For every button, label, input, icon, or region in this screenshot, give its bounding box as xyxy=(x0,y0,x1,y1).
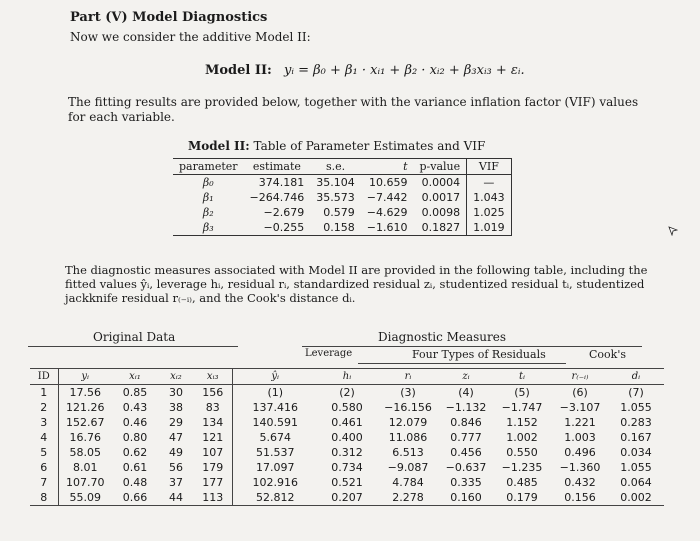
cell-rj: 0.496 xyxy=(564,446,596,459)
cell-d: 0.283 xyxy=(620,416,652,429)
cell-rj: −3.107 xyxy=(559,401,601,414)
fit-text: The fitting results are provided below, together with the variance inflation factor (VIF) values for each variable. xyxy=(68,95,639,124)
vif-t: −7.442 xyxy=(366,191,408,204)
vif-se: 35.104 xyxy=(316,176,355,189)
cell-d: 0.034 xyxy=(620,446,652,459)
cell-x3: 121 xyxy=(202,431,224,444)
cell-r: (3) xyxy=(400,386,416,399)
cell-t: 1.002 xyxy=(506,431,538,444)
table-row xyxy=(30,475,664,490)
vif-table-title xyxy=(188,139,485,153)
col-y: yᵢ xyxy=(81,371,90,382)
cell-h: 0.580 xyxy=(331,401,363,414)
vif-header-vif: VIF xyxy=(467,159,512,175)
cell-h: (2) xyxy=(339,386,355,399)
cell-z: 0.846 xyxy=(450,416,482,429)
cell-d: 1.055 xyxy=(620,401,652,414)
vif-param: β₂ xyxy=(202,206,214,219)
cell-d: 1.055 xyxy=(620,461,652,474)
cell-x1: 0.61 xyxy=(122,461,148,474)
cell-z: (4) xyxy=(458,386,474,399)
cell-x2: 44 xyxy=(169,491,183,504)
cell-id: 4 xyxy=(30,430,58,445)
leverage-heading: Leverage xyxy=(305,348,353,359)
vif-t: 10.659 xyxy=(368,176,408,189)
table-row xyxy=(30,445,664,460)
cell-x3: 83 xyxy=(205,401,220,414)
cell-yhat: 52.812 xyxy=(232,490,318,506)
col-d: dᵢ xyxy=(631,371,641,382)
section-title: Part (V) Model Diagnostics xyxy=(70,10,268,25)
cell-z: 0.335 xyxy=(450,476,482,489)
table-row xyxy=(30,430,664,445)
cell-x1: 0.62 xyxy=(122,446,148,459)
cell-x1: 0.66 xyxy=(122,491,148,504)
col-x2: xᵢ₂ xyxy=(170,371,182,382)
cell-r: 2.278 xyxy=(392,491,424,504)
cell-r: 6.513 xyxy=(392,446,424,459)
vif-p: 0.1827 xyxy=(413,220,466,236)
mouse-cursor-icon xyxy=(668,226,678,236)
cell-id: 5 xyxy=(30,445,58,460)
section-intro: Now we consider the additive Model II: xyxy=(70,30,311,44)
divider xyxy=(302,346,642,347)
cell-h: 0.312 xyxy=(331,446,363,459)
vif-t: −1.610 xyxy=(361,220,414,236)
diagnostic-measures-heading: Diagnostic Measures xyxy=(378,330,507,344)
vif-estimate: −2.679 xyxy=(263,206,305,219)
cell-z: 0.160 xyxy=(450,491,482,504)
cell-rj: 0.156 xyxy=(564,491,596,504)
cooks-heading: Cook's xyxy=(589,348,626,361)
cell-x3: 107 xyxy=(202,446,224,459)
cell-rj: 0.432 xyxy=(564,476,596,489)
model-equation xyxy=(205,63,525,78)
cell-y: 55.09 xyxy=(69,491,101,504)
table-row xyxy=(30,400,664,415)
table-row xyxy=(30,460,664,475)
cell-x3: 179 xyxy=(202,461,224,474)
cell-r: 11.086 xyxy=(388,431,428,444)
residual-types-heading: Four Types of Residuals xyxy=(412,348,546,361)
vif-row xyxy=(173,220,511,236)
cell-h: 0.461 xyxy=(331,416,363,429)
cell-y: 58.05 xyxy=(69,446,101,459)
cell-y: 107.70 xyxy=(66,476,105,489)
vif-title-bold: Model II: xyxy=(188,139,250,153)
vif-estimate: 374.181 xyxy=(258,176,305,189)
cell-r: 4.784 xyxy=(392,476,424,489)
cell-t: −1.235 xyxy=(501,461,543,474)
cell-z: −0.637 xyxy=(445,461,487,474)
diagnostic-text: The diagnostic measures associated with Model II are provided in the following table, including the fitted values ŷᵢ, leverage hᵢ, residual rᵢ, standardized residual zᵢ, studentized residual tᵢ, studentized jackknife residual r₍₋ᵢ₎, and the Cook's distance dᵢ. xyxy=(65,263,648,305)
cell-y: 152.67 xyxy=(66,416,105,429)
vif-value: 1.025 xyxy=(467,205,512,220)
vif-param: β₃ xyxy=(173,220,244,236)
cell-id: 3 xyxy=(30,415,58,430)
vif-header-se: s.e. xyxy=(310,159,361,175)
vif-header-pvalue: p-value xyxy=(413,159,466,175)
vif-title-rest: Table of Parameter Estimates and VIF xyxy=(253,139,486,153)
cell-x2: 38 xyxy=(169,401,183,414)
symbol-row xyxy=(30,369,664,385)
cell-x2: 29 xyxy=(169,416,183,429)
divider xyxy=(28,346,238,347)
cell-rj: −1.360 xyxy=(559,461,601,474)
vif-row xyxy=(173,190,511,205)
cell-y: 8.01 xyxy=(73,461,98,474)
cell-x2: 30 xyxy=(169,386,183,399)
cell-id: 2 xyxy=(30,400,58,415)
cell-x2: 56 xyxy=(169,461,183,474)
cell-rj: 1.003 xyxy=(564,431,596,444)
cell-t: (5) xyxy=(514,386,530,399)
cell-h: 0.734 xyxy=(331,461,363,474)
col-r: rᵢ xyxy=(404,371,412,382)
vif-header-t: t xyxy=(361,159,414,175)
cell-x3: 177 xyxy=(202,476,224,489)
vif-table xyxy=(173,158,512,236)
cell-yhat: 137.416 xyxy=(232,400,318,415)
cell-t: 0.550 xyxy=(506,446,538,459)
vif-p: 0.0017 xyxy=(421,191,461,204)
vif-t: −4.629 xyxy=(366,206,408,219)
cell-z: −1.132 xyxy=(445,401,487,414)
vif-row xyxy=(173,205,511,220)
cell-yhat: 5.674 xyxy=(232,430,318,445)
col-x3: xᵢ₃ xyxy=(206,371,219,382)
vif-estimate: −264.746 xyxy=(249,191,305,204)
cell-id: 1 xyxy=(30,385,58,401)
cell-x2: 37 xyxy=(169,476,183,489)
vif-se: 0.579 xyxy=(323,206,355,219)
cell-h: 0.521 xyxy=(331,476,363,489)
cell-t: 0.485 xyxy=(506,476,538,489)
cell-x2: 47 xyxy=(169,431,183,444)
cell-yhat: 102.916 xyxy=(232,475,318,490)
cell-x1: 0.43 xyxy=(122,401,148,414)
table-row xyxy=(30,385,664,401)
cell-d: 0.167 xyxy=(620,431,652,444)
cell-yhat: 140.591 xyxy=(232,415,318,430)
cell-x1: 0.85 xyxy=(122,386,148,399)
cell-r: 12.079 xyxy=(388,416,428,429)
vif-value: 1.043 xyxy=(467,190,512,205)
diagnostics-table xyxy=(30,368,664,506)
cell-x3: 134 xyxy=(202,416,224,429)
cell-d: 0.064 xyxy=(620,476,652,489)
col-rj: r₍₋ᵢ₎ xyxy=(571,371,589,382)
cell-z: 0.456 xyxy=(450,446,482,459)
cell-id: 7 xyxy=(30,475,58,490)
vif-param: β₁ xyxy=(202,191,214,204)
cell-yhat: (1) xyxy=(232,385,318,401)
cell-x1: 0.48 xyxy=(122,476,148,489)
cell-r: −16.156 xyxy=(384,401,432,414)
cell-t: −1.747 xyxy=(501,401,543,414)
vif-p: 0.0098 xyxy=(421,206,461,219)
vif-se: 35.573 xyxy=(316,191,355,204)
original-data-heading: Original Data xyxy=(93,330,176,344)
cell-y: 17.56 xyxy=(69,386,101,399)
cell-x1: 0.46 xyxy=(122,416,148,429)
cell-rj: 1.221 xyxy=(564,416,596,429)
model-formula: yᵢ = β₀ + β₁ · xᵢ₁ + β₂ · xᵢ₂ + β₃xᵢ₃ + εᵢ. xyxy=(284,63,525,78)
vif-value: — xyxy=(467,175,512,191)
cell-rj: (6) xyxy=(572,386,588,399)
cell-x2: 49 xyxy=(169,446,183,459)
cell-h: 0.400 xyxy=(331,431,363,444)
cell-y: 16.76 xyxy=(69,431,101,444)
cell-id: 8 xyxy=(30,490,58,506)
col-id: ID xyxy=(30,369,58,385)
vif-p: 0.0004 xyxy=(421,176,461,189)
vif-row xyxy=(173,175,511,191)
table-row xyxy=(30,415,664,430)
vif-header-estimate: estimate xyxy=(244,159,311,175)
cell-id: 6 xyxy=(30,460,58,475)
cell-x3: 113 xyxy=(202,491,224,504)
cell-yhat: 51.537 xyxy=(232,445,318,460)
col-h: hᵢ xyxy=(342,371,352,382)
cell-z: 0.777 xyxy=(450,431,482,444)
col-yhat: ŷᵢ xyxy=(232,369,318,385)
vif-estimate: −0.255 xyxy=(244,220,311,236)
cell-d: 0.002 xyxy=(620,491,652,504)
model-label: Model II: xyxy=(205,63,272,78)
table-row xyxy=(30,490,664,506)
cell-x3: 156 xyxy=(202,386,224,399)
cell-d: (7) xyxy=(628,386,644,399)
col-t: tᵢ xyxy=(518,371,526,382)
cell-r: −9.087 xyxy=(387,461,429,474)
cell-y: 121.26 xyxy=(66,401,105,414)
vif-param: β₀ xyxy=(202,176,214,189)
vif-se: 0.158 xyxy=(310,220,361,236)
cell-yhat: 17.097 xyxy=(232,460,318,475)
vif-header-parameter: parameter xyxy=(173,159,244,175)
col-x1: xᵢ₁ xyxy=(129,371,141,382)
cell-x1: 0.80 xyxy=(122,431,148,444)
vif-value: 1.019 xyxy=(467,220,512,236)
cell-t: 1.152 xyxy=(506,416,538,429)
col-z: zᵢ xyxy=(462,371,470,382)
divider xyxy=(358,363,566,364)
cell-h: 0.207 xyxy=(331,491,363,504)
vif-header-row xyxy=(173,159,511,175)
cell-t: 0.179 xyxy=(506,491,538,504)
